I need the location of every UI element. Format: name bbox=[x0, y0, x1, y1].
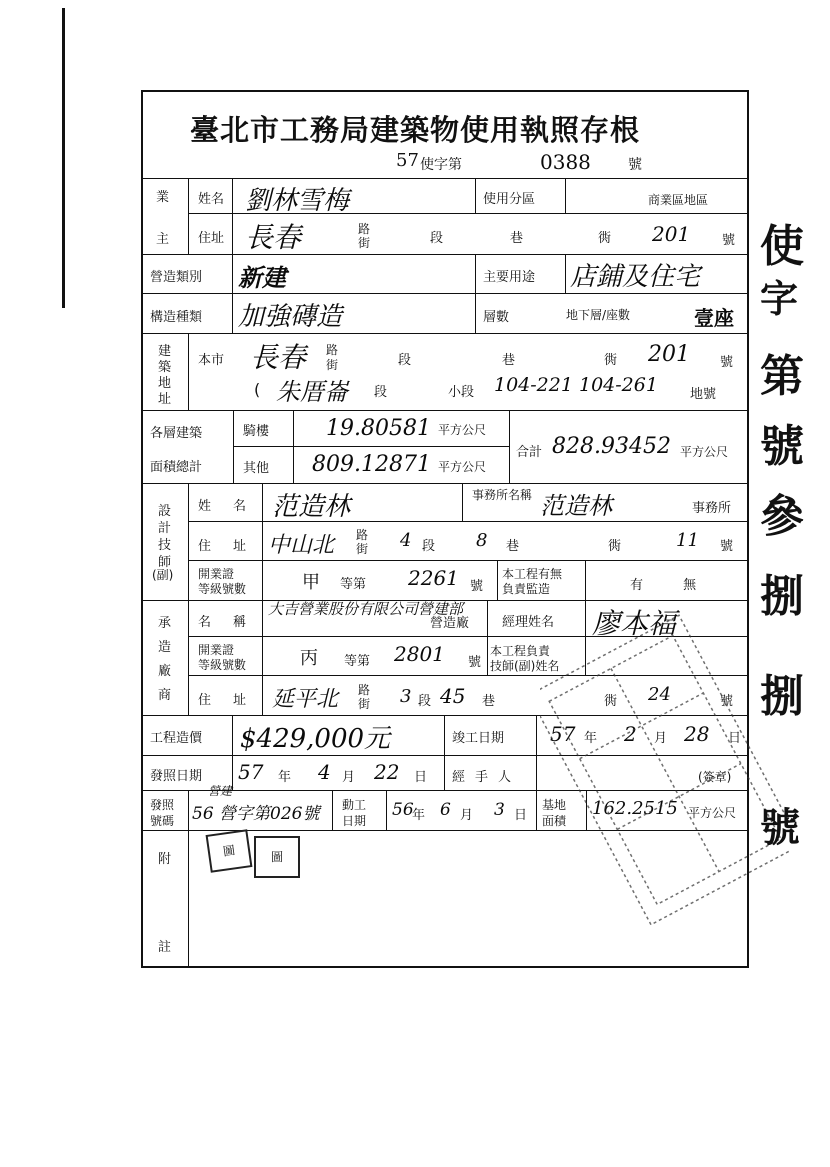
site-road-suffix-2: 街 bbox=[326, 358, 339, 372]
permit-label-1: 發照 bbox=[150, 798, 175, 812]
owner-address-label: 住址 bbox=[198, 231, 225, 246]
contractor-address-section: 3 bbox=[400, 686, 412, 707]
contractor-address-number: 24 bbox=[648, 684, 671, 705]
site-char-3: 地 bbox=[158, 376, 172, 391]
other-label: 其他 bbox=[243, 461, 270, 476]
contractor-alley-unit: 衖 bbox=[604, 694, 618, 709]
start-month: 6 bbox=[440, 800, 451, 820]
arcade-value: 19.80581 bbox=[326, 416, 431, 441]
issue-day-unit: 日 bbox=[414, 770, 428, 785]
designer-address-label: 住址 bbox=[198, 539, 269, 554]
site-char-1: 建 bbox=[158, 344, 172, 359]
margin-glyph-1: 使 bbox=[760, 221, 804, 272]
issue-year: 57 bbox=[238, 760, 264, 784]
designer-supervision-value: 有 無 bbox=[630, 578, 697, 593]
site-lot-unit: 地號 bbox=[690, 387, 717, 402]
contractor-char-2: 造 bbox=[158, 640, 172, 655]
area-label-1: 各層建築 bbox=[150, 426, 203, 441]
arcade-label: 騎樓 bbox=[243, 424, 270, 439]
contractor-name-label: 名稱 bbox=[198, 615, 269, 630]
contractor-license-suffix: 號 bbox=[468, 655, 482, 670]
designer-license-label-2: 等級號數 bbox=[198, 582, 247, 596]
permit-annotation: 營建 bbox=[208, 784, 233, 798]
use-zone-value: 商業區地區 bbox=[648, 193, 709, 207]
contractor-char-3: 廠 bbox=[158, 664, 172, 679]
designer-section-unit: 段 bbox=[422, 539, 436, 554]
contractor-manager-value: 廖本福 bbox=[592, 607, 677, 640]
start-day: 3 bbox=[494, 800, 505, 820]
site-city-label: 本市 bbox=[198, 353, 225, 368]
issue-year-unit: 年 bbox=[278, 770, 292, 785]
designer-office-value: 范造林 bbox=[540, 492, 612, 520]
floors-label: 層數 bbox=[483, 310, 510, 325]
handler-label: 經手人 bbox=[452, 770, 522, 785]
contractor-address-lane: 45 bbox=[440, 684, 466, 708]
start-label-1: 動工 bbox=[342, 798, 367, 812]
designer-char-4: 師 bbox=[158, 555, 172, 570]
contractor-license-label-2: 等級號數 bbox=[198, 658, 247, 672]
owner-address-number: 201 bbox=[652, 222, 691, 246]
contractor-name-value: 大吉營業股份有限公司營建部 bbox=[268, 600, 464, 618]
margin-glyph-6: 捌 bbox=[760, 571, 804, 622]
site-lot-numbers: 104-221 104-261 bbox=[494, 374, 658, 396]
owner-lane-unit: 巷 bbox=[510, 231, 524, 246]
designer-license-number: 2261 bbox=[408, 566, 459, 590]
other-value: 809.12871 bbox=[312, 452, 431, 477]
official-seal-overlay bbox=[540, 600, 790, 940]
designer-address-road: 中山北 bbox=[268, 533, 335, 558]
main-use-label: 主要用途 bbox=[483, 270, 536, 285]
owner-name-label: 姓名 bbox=[198, 192, 225, 207]
owner-road-suffix-1: 路 bbox=[358, 222, 371, 236]
contractor-license-label-1: 開業證 bbox=[198, 643, 235, 657]
owner-number-unit: 號 bbox=[722, 233, 736, 248]
construction-type-value: 新建 bbox=[238, 263, 286, 292]
contractor-address-road: 延平北 bbox=[272, 687, 339, 712]
owner-address-road: 長春 bbox=[245, 221, 302, 254]
completion-day-unit: 日 bbox=[728, 731, 742, 746]
doc-suffix: 號 bbox=[628, 157, 642, 173]
permit-value: 56 營字第026號 bbox=[192, 804, 320, 824]
start-label-2: 日期 bbox=[342, 814, 367, 828]
designer-license-suffix: 號 bbox=[470, 579, 484, 594]
designer-address-section: 4 bbox=[400, 530, 412, 551]
owner-alley-unit: 衖 bbox=[598, 231, 612, 246]
completion-year: 57 bbox=[550, 722, 576, 746]
use-zone-label: 使用分區 bbox=[483, 192, 536, 207]
issue-label: 發照日期 bbox=[150, 769, 203, 784]
site-char-2: 築 bbox=[158, 360, 172, 375]
contractor-license-number: 2801 bbox=[394, 642, 445, 666]
construction-type-label: 營造類別 bbox=[150, 270, 203, 285]
margin-glyph-5: 參 bbox=[760, 491, 804, 542]
notes-label-bottom: 註 bbox=[158, 940, 172, 955]
other-unit: 平方公尺 bbox=[438, 460, 487, 474]
site-road-suffix-1: 路 bbox=[326, 343, 339, 357]
cost-value: $429,000元 bbox=[240, 724, 391, 754]
site-area-label-1: 基地 bbox=[542, 798, 567, 812]
contractor-address-label: 住址 bbox=[198, 693, 269, 708]
owner-section-label-bottom: 主 bbox=[156, 232, 170, 247]
completion-day: 28 bbox=[684, 722, 710, 746]
designer-char-1: 設 bbox=[158, 504, 172, 519]
site-alley-unit: 衖 bbox=[604, 353, 618, 368]
structure-label: 構造種類 bbox=[150, 310, 203, 325]
completion-month-unit: 月 bbox=[654, 731, 668, 746]
margin-glyph-4: 號 bbox=[760, 421, 804, 472]
designer-office-suffix: 事務所 bbox=[692, 501, 732, 516]
notes-label-top: 附 bbox=[158, 852, 172, 867]
total-unit: 平方公尺 bbox=[680, 445, 729, 459]
site-lot-paren: ( bbox=[254, 380, 261, 399]
start-year: 56 bbox=[392, 800, 414, 820]
doc-year: 57 bbox=[396, 150, 419, 171]
note-stamp-1: 圖 bbox=[206, 829, 253, 872]
contractor-char-1: 承 bbox=[158, 616, 172, 631]
contractor-engineer-label-1: 本工程負責 bbox=[490, 644, 551, 658]
arcade-unit: 平方公尺 bbox=[438, 423, 487, 437]
designer-road-suffix-2: 街 bbox=[356, 542, 369, 556]
owner-name-value: 劉林雪梅 bbox=[245, 186, 350, 216]
issue-month-unit: 月 bbox=[342, 770, 356, 785]
start-year-unit: 年 bbox=[412, 808, 426, 823]
designer-supervision-label-1: 本工程有無 bbox=[502, 567, 563, 581]
issue-month: 4 bbox=[318, 760, 331, 784]
margin-glyph-7: 捌 bbox=[760, 671, 804, 722]
margin-glyph-2: 字 bbox=[760, 276, 799, 321]
completion-month: 2 bbox=[624, 722, 637, 746]
designer-number-unit: 號 bbox=[720, 539, 734, 554]
designer-name-value: 范造林 bbox=[272, 492, 351, 522]
site-char-4: 址 bbox=[158, 392, 172, 407]
structure-value: 加強磚造 bbox=[238, 302, 343, 332]
contractor-engineer-label-2: 技師(副)姓名 bbox=[490, 659, 560, 673]
site-area-unit: 平方公尺 bbox=[688, 806, 737, 820]
designer-office-label: 事務所名稱 bbox=[472, 488, 533, 502]
contractor-manager-label: 經理姓名 bbox=[502, 615, 555, 630]
contractor-number-unit: 號 bbox=[720, 694, 734, 709]
site-lot-subsection-unit: 小段 bbox=[448, 385, 475, 400]
total-value: 828.93452 bbox=[552, 434, 671, 459]
owner-section-label-top: 業 bbox=[156, 190, 170, 205]
handler-sign-label: (簽章) bbox=[698, 770, 732, 784]
designer-lane-unit: 巷 bbox=[506, 539, 520, 554]
designer-char-2: 計 bbox=[158, 521, 172, 536]
designer-address-number: 11 bbox=[676, 530, 699, 551]
note-stamp-2: 圖 bbox=[254, 836, 300, 878]
contractor-license-grade: 丙 bbox=[300, 648, 318, 669]
site-section-unit: 段 bbox=[398, 353, 412, 368]
completion-label: 竣工日期 bbox=[452, 731, 505, 746]
site-area-label-2: 面積 bbox=[542, 814, 567, 828]
owner-road-suffix-2: 街 bbox=[358, 236, 371, 250]
floors-detail: 地下層/座數 bbox=[566, 308, 631, 322]
scan-edge-mark bbox=[62, 8, 65, 308]
owner-section-unit: 段 bbox=[430, 231, 444, 246]
doc-prefix: 使字第 bbox=[420, 157, 462, 173]
site-lot-section-unit: 段 bbox=[374, 385, 388, 400]
area-label-2: 面積總計 bbox=[150, 460, 203, 475]
contractor-section-unit: 段 bbox=[418, 694, 432, 709]
site-number-unit: 號 bbox=[720, 355, 734, 370]
completion-year-unit: 年 bbox=[584, 731, 598, 746]
cost-label: 工程造價 bbox=[150, 731, 203, 746]
margin-glyph-8: 號 bbox=[760, 804, 800, 851]
doc-number: 0388 bbox=[540, 150, 591, 174]
site-number: 201 bbox=[648, 342, 690, 367]
designer-license-prefix: 等第 bbox=[340, 577, 367, 592]
issue-day: 22 bbox=[374, 760, 400, 784]
designer-char-5: (副) bbox=[152, 568, 174, 582]
contractor-name-suffix: 營造廠 bbox=[430, 616, 470, 631]
designer-road-suffix-1: 路 bbox=[356, 528, 369, 542]
contractor-road-suffix-2: 街 bbox=[358, 697, 371, 711]
designer-address-lane: 8 bbox=[476, 530, 488, 551]
contractor-road-suffix-1: 路 bbox=[358, 683, 371, 697]
contractor-lane-unit: 巷 bbox=[482, 694, 496, 709]
site-lot-section: 朱厝崙 bbox=[276, 378, 348, 406]
contractor-license-prefix: 等第 bbox=[344, 654, 371, 669]
site-road: 長春 bbox=[250, 341, 307, 374]
designer-supervision-label-2: 負責監造 bbox=[502, 582, 551, 596]
designer-char-3: 技 bbox=[158, 538, 172, 553]
site-area-value: 162.2515 bbox=[592, 798, 678, 819]
main-use-value: 店鋪及住宅 bbox=[570, 262, 701, 292]
floors-value: 壹座 bbox=[694, 306, 734, 330]
document-title: 臺北市工務局建築物使用執照存根 bbox=[189, 113, 640, 147]
site-lane-unit: 巷 bbox=[502, 353, 516, 368]
start-day-unit: 日 bbox=[514, 808, 528, 823]
total-label: 合計 bbox=[516, 445, 543, 460]
permit-label-2: 號碼 bbox=[150, 814, 175, 828]
contractor-char-4: 商 bbox=[158, 688, 172, 703]
designer-license-grade: 甲 bbox=[302, 572, 320, 593]
designer-license-label-1: 開業證 bbox=[198, 567, 235, 581]
margin-glyph-3: 第 bbox=[760, 351, 804, 402]
start-month-unit: 月 bbox=[460, 808, 474, 823]
designer-name-label: 姓名 bbox=[198, 499, 269, 514]
designer-alley-unit: 衖 bbox=[608, 539, 622, 554]
